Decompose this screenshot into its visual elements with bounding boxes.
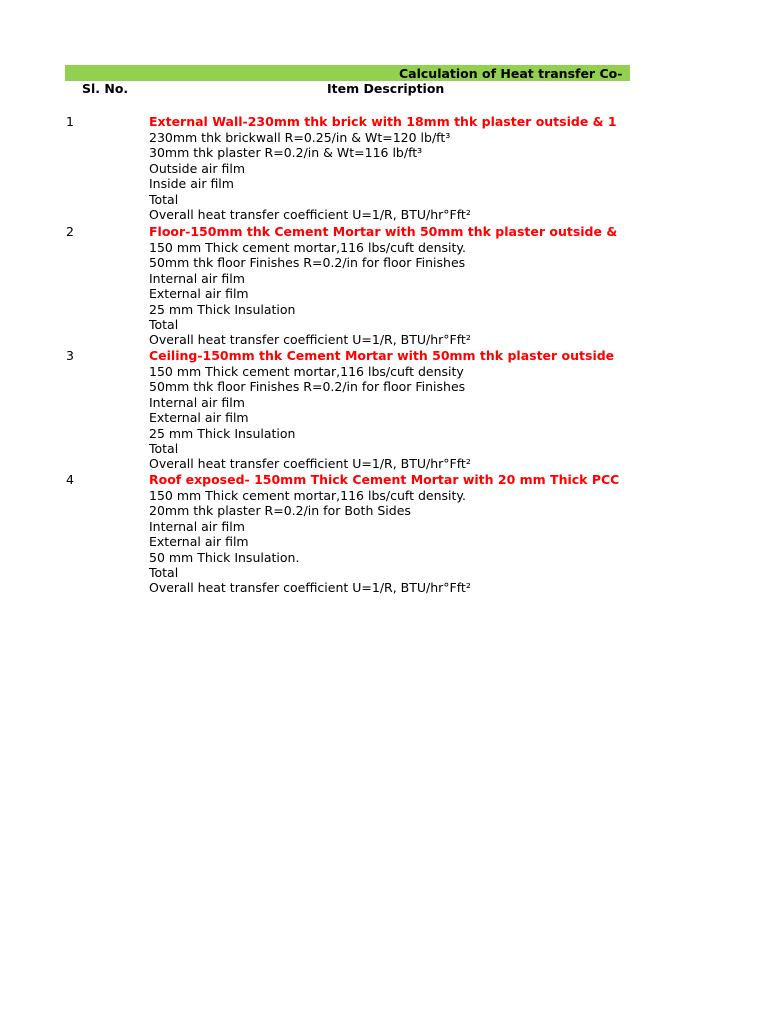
item-description: 25 mm Thick Insulation bbox=[149, 301, 296, 317]
item-description: Total bbox=[149, 191, 179, 207]
serial-number: 4 bbox=[66, 472, 74, 487]
item-description: 25 mm Thick Insulation bbox=[149, 425, 296, 441]
item-description: 30mm thk plaster R=0.2/in & Wt=116 lb/ft³ bbox=[149, 145, 423, 161]
section-heading: External Wall-230mm thk brick with 18mm thk plaster outside & 1 bbox=[149, 114, 617, 129]
item-description: External air film bbox=[149, 534, 249, 550]
item-description: Overall heat transfer coefficient U=1/R, BTU/hr°Fft² bbox=[149, 207, 471, 222]
sheet-title: Calculation of Heat transfer Co- bbox=[399, 66, 623, 81]
serial-number: 3 bbox=[66, 348, 74, 363]
item-description: Inside air film bbox=[149, 176, 234, 192]
item-description: 150 mm Thick cement mortar,116 lbs/cuft density. bbox=[149, 240, 466, 255]
item-description: 20mm thk plaster R=0.2/in for Both Sides bbox=[149, 503, 411, 519]
column-header-item-description: Item Description bbox=[327, 81, 445, 96]
item-description: 50 mm Thick Insulation. bbox=[149, 549, 300, 565]
item-description: 50mm thk floor Finishes R=0.2/in for floor Finishes bbox=[149, 255, 466, 271]
section-heading: Ceiling-150mm thk Cement Mortar with 50mm thk plaster outside bbox=[149, 348, 615, 363]
item-description: Total bbox=[149, 317, 179, 332]
column-header-sl-no: Sl. No. bbox=[82, 81, 129, 96]
item-description: Total bbox=[149, 441, 179, 456]
serial-number: 1 bbox=[66, 114, 74, 129]
item-description: 150 mm Thick cement mortar,116 lbs/cuft density bbox=[149, 364, 464, 379]
item-description: Internal air film bbox=[149, 394, 245, 410]
item-description: Internal air film bbox=[149, 518, 245, 534]
item-description: External air film bbox=[149, 410, 249, 426]
item-description: Internal air film bbox=[149, 270, 245, 286]
section-heading: Floor-150mm thk Cement Mortar with 50mm thk plaster outside & bbox=[149, 224, 618, 239]
serial-number: 2 bbox=[66, 224, 74, 239]
item-description: Overall heat transfer coefficient U=1/R, BTU/hr°Fft² bbox=[149, 456, 471, 472]
section-heading: Roof exposed- 150mm Thick Cement Mortar with 20 mm Thick PCC bbox=[149, 472, 620, 487]
item-description: Overall heat transfer coefficient U=1/R, BTU/hr°Fft² bbox=[149, 332, 471, 348]
item-description: Outside air film bbox=[149, 160, 246, 176]
item-description: 230mm thk brickwall R=0.25/in & Wt=120 lb/ft³ bbox=[149, 130, 451, 145]
item-description: External air film bbox=[149, 286, 249, 302]
item-description: Overall heat transfer coefficient U=1/R, BTU/hr°Fft² bbox=[149, 580, 471, 596]
item-description: Total bbox=[149, 565, 179, 580]
table-body bbox=[0, 0, 630, 600]
item-description: 50mm thk floor Finishes R=0.2/in for floor Finishes bbox=[149, 379, 466, 395]
item-description: 150 mm Thick cement mortar,116 lbs/cuft density. bbox=[149, 488, 466, 503]
